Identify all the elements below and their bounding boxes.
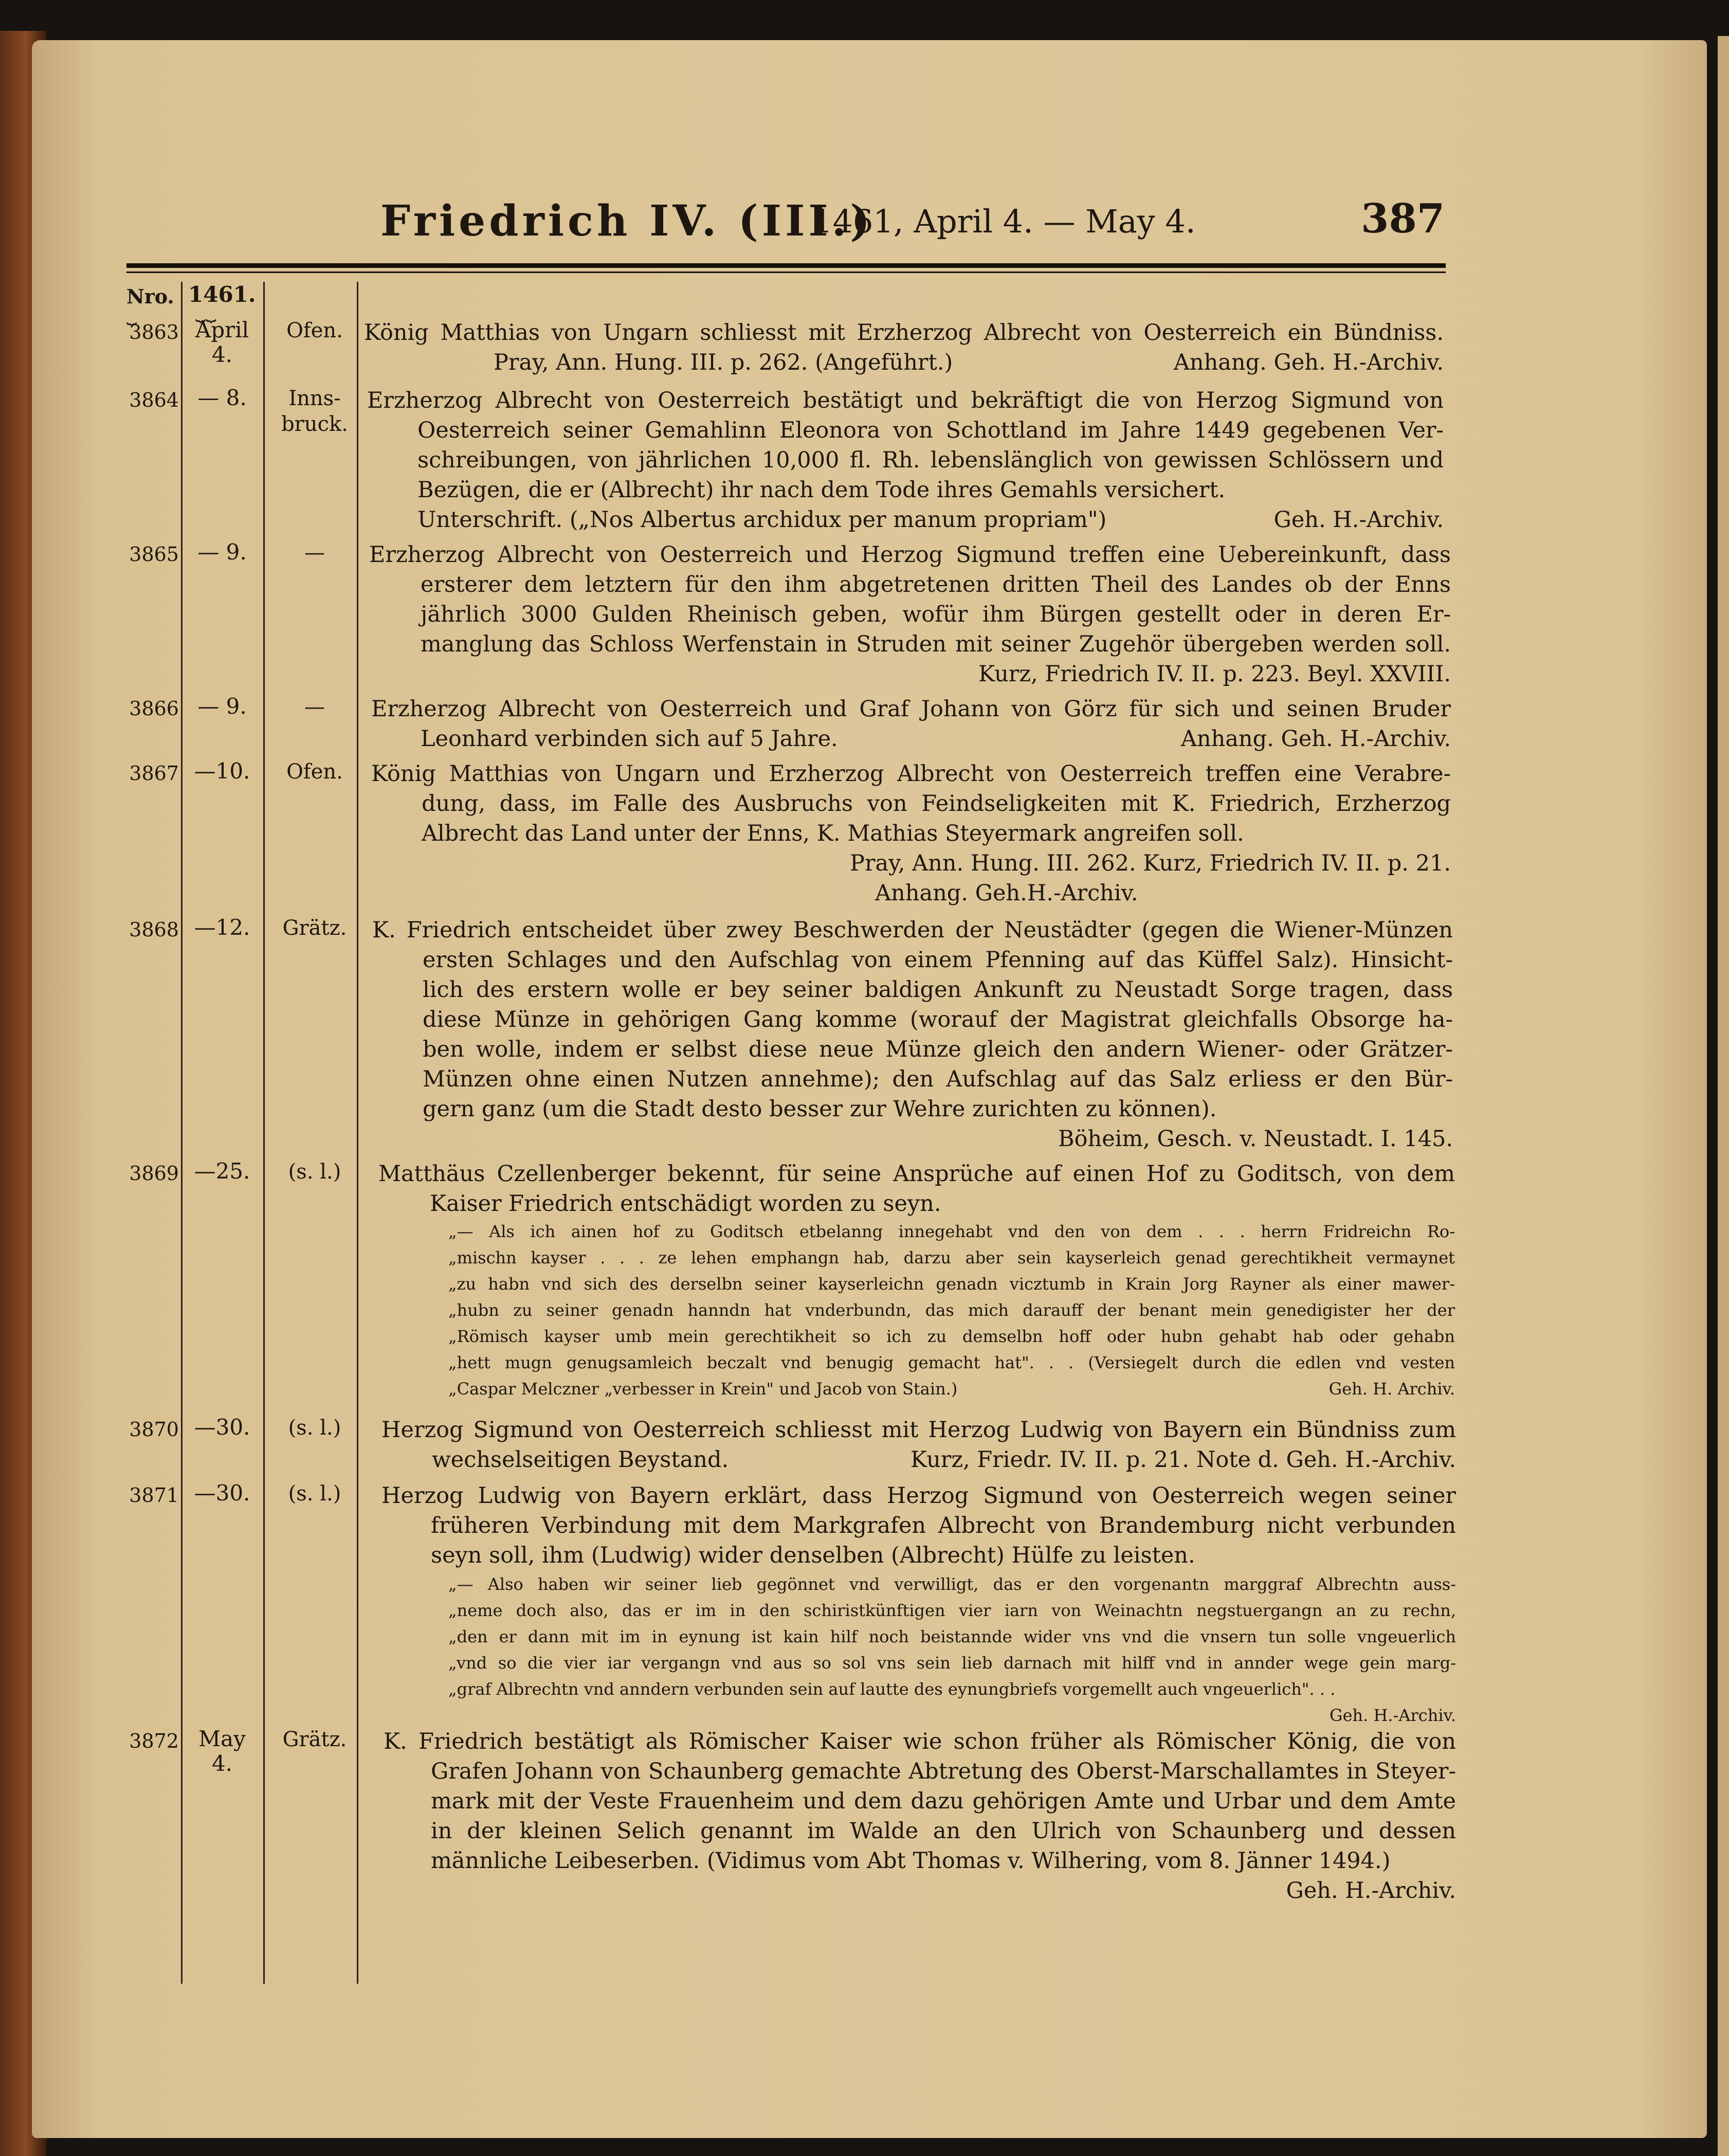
entry-place: Grätz. [282,1728,347,1751]
header-dates: 1461, April 4. — May 4. [812,203,1196,240]
entry-text [367,386,1444,415]
entry-text [364,318,1444,348]
source-ref: wechselseitigen Beystand. [432,1447,729,1473]
quote-line: „hett mugn genugsamleich beczalt vnd benugig gemacht hat". . . (Versiegelt durch die edlen vnd vesten [448,1353,1455,1372]
entry-number: 3864 [129,389,179,411]
source-ref: Kurz, Friedrich IV. II. p. 223. Beyl. XXVIII. [978,661,1451,687]
text-line: in der kleinen Selich genannt im Walde an den Ulrich von Schaunberg und dessen [431,1818,1456,1844]
source-line [423,1124,1453,1154]
source-line [421,848,1451,908]
quote-line: „graf Albrechtn vnd anndern verbunden sein auf lautte des eynungbriefs vorgemellt auch vngeuerlich". . . [448,1679,1336,1699]
text-line: K. Friedrich entscheidet über zwey Beschwerden der Neustädter (gegen die Wiener-Münzen [372,917,1453,943]
source-ref: Pray, Ann. Hung. III. 262. Kurz, Friedrich IV. II. p. 21. [850,850,1451,876]
text-line: Grafen Johann von Schaunberg gemachte Abtretung des Oberst-Marschallamtes in Steyer- [431,1759,1456,1784]
quote-line: „— Also haben wir seiner lieb gegönnet vnd verwilligt, das er den vorgenantn marggraf Albrechtn auss- [448,1574,1456,1594]
text-line: Erzherzog Albrecht von Oesterreich bestätigt und bekräftigt die von Herzog Sigmund von [367,388,1444,413]
column-header-year: 1461. [188,282,256,307]
text-line: männliche Leibeserben. (Vidimus vom Abt Thomas v. Wilhering, vom 8. Jänner 1494.) [431,1848,1391,1874]
entry-text-indented [431,1756,1456,1876]
quote-line: „zu habn vnd sich des derselbn seiner kayserleichn genadn vicztumb in Krain Jorg Rayner als einer mawer- [448,1274,1455,1294]
text-line: früheren Verbindung mit dem Markgrafen Albrecht von Brandemburg nicht verbunden [431,1513,1456,1538]
archive-ref: Anhang. Geh. H.-Archiv. [1173,350,1444,375]
quote-block [448,1571,1456,1676]
quote-line: „hubn zu seiner genadn hanndn hat vnderbundn, das mich darauff der benant mein genedigister her der [448,1300,1455,1320]
entry-place: (s. l.) [288,1416,341,1440]
text-line: gern ganz (um die Stadt desto besser zur Wehre zurichten zu können). [423,1096,1217,1122]
header-title: Friedrich IV. (III.) [380,196,874,246]
entry-date: —10. [194,758,250,784]
running-header [380,191,1445,248]
source-line [431,1876,1456,1906]
entry-text [384,1727,1456,1756]
quote-block [448,1219,1455,1376]
entry-place: Inns- bruck. [281,387,348,436]
entry-date: —30. [194,1480,250,1506]
entry-text [371,694,1451,724]
entry-text-indented [423,945,1453,1124]
entry-place: (s. l.) [288,1160,341,1184]
text-line: Erzherzog Albrecht von Oesterreich und Herzog Sigmund treffen eine Uebereinkunft, dass [369,542,1451,568]
entry-text [381,1415,1456,1445]
entry-number: 3865 [129,543,179,566]
archive-ref: Geh. H.-Archiv. [1286,1878,1456,1904]
entry-text-indented [431,1511,1456,1570]
column-rule [181,282,183,1984]
entry-place: (s. l.) [288,1482,341,1506]
source-line [432,1445,1456,1475]
entry-text [372,915,1453,945]
quote-line: „neme doch also, das er im in den schiristkünftigen vier iarn von Weinachtn negstuergangn an zu rechn, [448,1601,1456,1620]
quote-line: „den er dann mit im in eynung ist kain hilf noch beistannde wider vns vnd die vnsern tun solle vngeuerlich [448,1627,1456,1646]
entry-text-indented [421,570,1451,659]
entry-date: April 4. [195,317,249,367]
quote-line: „Römisch kayser umb mein gerechtikheit so ich zu demselbn hoff oder hubn gehabt hab oder gehabn [448,1327,1455,1346]
entry-number: 3867 [129,762,179,785]
entry-text [381,1481,1456,1511]
source-line [421,659,1451,689]
page-edge [1718,36,1729,2156]
entry-text [371,759,1451,789]
text-line: ersten Schlages und den Aufschlag von einem Pfenning auf das Küffel Salz). Hinsicht- [423,947,1453,973]
entry-number: 3863 [129,321,179,343]
text-line: manglung das Schloss Werfenstain in Struden mit seiner Zugehör übergeben werden soll. [421,631,1451,657]
text-line: Oesterreich seiner Gemahlinn Eleonora von Schottland im Jahre 1449 gegebenen Ver- [417,418,1444,443]
entry-text-indented [430,1189,1455,1219]
text-line: mark mit der Veste Frauenheim und dem dazu gehörigen Amte und Urbar und dem Amte [431,1788,1456,1814]
text-line: ben wolle, indem er selbst diese neue Münze gleich den andern Wiener- oder Grätzer- [423,1037,1453,1062]
quote-line: „Caspar Melczner „verbesser in Krein" und Jacob von Stain.) [448,1379,958,1399]
source-line [494,348,1444,377]
quote-line: „— Als ich ainen hof zu Goditsch etbelanng innegehabt vnd den von dem . . . herrn Fridreichn Ro- [448,1222,1455,1241]
text-line: Matthäus Czellenberger bekennt, für seine Ansprüche auf einen Hof zu Goditsch, von dem [378,1161,1455,1187]
text-line: Herzog Ludwig von Bayern erklärt, dass Herzog Sigmund von Oesterreich wegen seiner [381,1483,1456,1509]
archive-ref: Anhang. Geh.H.-Archiv. [875,880,1138,906]
entry-date: —12. [194,915,250,940]
text-line: jährlich 3000 Gulden Rheinisch geben, wofür ihm Bürgen gestellt oder in deren Er- [421,602,1451,627]
archive-ref: Geh. H. Archiv. [1328,1379,1455,1399]
entry-place: — [304,695,325,719]
archive-ref: Kurz, Friedr. IV. II. p. 21. Note d. Geh. H.-Archiv. [910,1447,1456,1473]
brace-icon: ⏟ [126,305,137,325]
column-rule [263,282,265,1984]
text-line: diese Münze in gehörigen Gang komme (worauf der Magistrat gleichfalls Obsorge ha- [423,1007,1453,1032]
source-line [421,724,1451,754]
entry-place: Ofen. [286,760,343,784]
text-line: dung, dass, im Falle des Ausbruchs von Feindseligkeiten mit K. Friedrich, Erzherzog [422,791,1451,817]
source-ref: Leonhard verbinden sich auf 5 Jahre. [421,726,838,752]
entry-number: 3866 [129,697,179,720]
entry-place: Ofen. [286,319,343,342]
entry-place: — [304,541,325,565]
page-number: 387 [1361,195,1445,242]
text-line: ersterer dem letztern für den ihm abgetretenen dritten Theil des Landes ob der Enns [421,572,1451,597]
quote-line: „mischn kayser . . . ze lehen emphangn hab, darzu aber sein kayserleich genad gerechtikheit vermaynet [448,1248,1455,1267]
entry-text-indented [422,789,1451,848]
text-line: schreibungen, von jährlichen 10,000 fl. Rh. lebenslänglich von gewissen Schlössern und [417,447,1444,473]
entry-date: May 4. [198,1726,246,1776]
quote-line: „vnd so die vier iar vergangn vnd aus so sol vns sein lieb darnach mit hilff vnd in annder wege gein marg- [448,1653,1456,1673]
text-line: Bezügen, die er (Albrecht) ihr nach dem Tode ihres Gemahls versichert. [417,477,1226,503]
brace-icon: ⏟⏟ [195,302,216,322]
text-line: seyn soll, ihm (Ludwig) wider denselben (Albrecht) Hülfe zu leisten. [431,1543,1195,1568]
archive-ref: Geh. H.-Archiv. [1330,1706,1456,1725]
entry-date: —25. [194,1158,250,1184]
entry-text [378,1159,1455,1189]
entry-number: 3868 [129,918,179,941]
entry-date: —30. [194,1415,250,1440]
entry-number: 3872 [129,1730,179,1752]
text-line: K. Friedrich bestätigt als Römischer Kaiser wie schon früher als Römischer König, die von [384,1729,1456,1754]
entry-date: — 9. [197,539,247,565]
archive-ref: Anhang. Geh. H.-Archiv. [1180,726,1451,752]
text-line: Herzog Sigmund von Oesterreich schliesst mit Herzog Ludwig von Bayern ein Bündniss zum [381,1417,1456,1443]
entry-text-indented [417,415,1444,505]
entry-place: Grätz. [282,916,347,940]
text-line: lich des erstern wolle er bey seiner baldigen Ankunft zu Neustadt Sorge tragen, dass [423,977,1453,1003]
entry-date: — 9. [197,694,247,719]
header-rule-thin [126,271,1446,273]
entry-text [369,540,1451,570]
text-line: Münzen ohne einen Nutzen annehme); den Aufschlag auf das Salz erliess er den Bür- [423,1066,1453,1092]
text-line: Albrecht das Land unter der Enns, K. Mathias Steyermark angreifen soll. [422,821,1244,846]
source-ref: Böheim, Gesch. v. Neustadt. I. 145. [1058,1126,1453,1152]
source-ref: Unterschrift. („Nos Albertus archidux per manum propriam") [417,507,1107,533]
entry-number: 3869 [129,1162,179,1185]
header-rule-thick [126,263,1446,268]
entry-date: — 8. [197,385,247,410]
entry-number: 3871 [129,1484,179,1507]
entry-number: 3870 [129,1418,179,1441]
text-line: König Matthias von Ungarn schliesst mit Erzherzog Albrecht von Oesterreich ein Bündniss. [364,320,1444,346]
column-header-nro: Nro. [126,285,174,308]
text-line: Kaiser Friedrich entschädigt worden zu seyn. [430,1191,941,1217]
source-line [417,505,1444,535]
source-ref: Pray, Ann. Hung. III. p. 262. (Angeführt.) [494,350,953,375]
text-line: König Matthias von Ungarn und Erzherzog Albrecht von Oesterreich treffen eine Verabre- [371,761,1451,787]
text-line: Erzherzog Albrecht von Oesterreich und Graf Johann von Görz für sich und seinen Bruder [371,696,1451,722]
archive-ref: Geh. H.-Archiv. [1273,507,1444,533]
